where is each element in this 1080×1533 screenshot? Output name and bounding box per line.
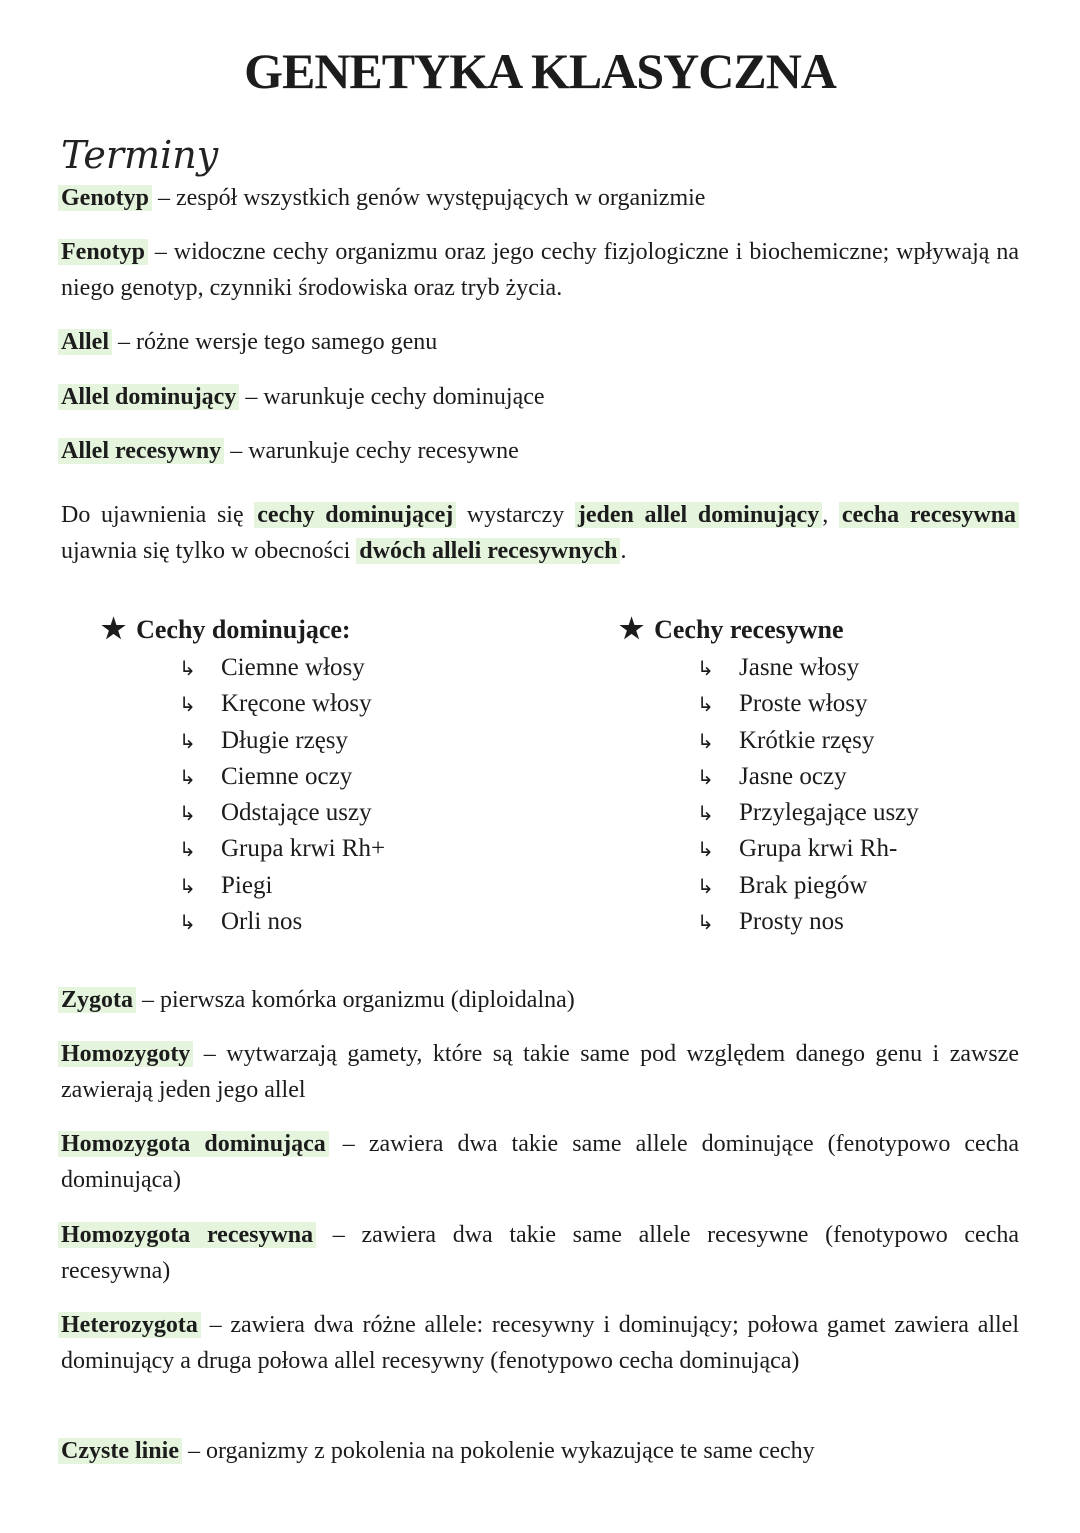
term-heterozygota <box>61 1307 1019 1379</box>
term-definition: – wytwarzają gamety, które są takie same pod względem danego genu i zawsze zawierają jeden jego allel <box>61 1041 1019 1103</box>
list-item <box>179 831 385 867</box>
arrow-down-right-icon: ↳ <box>697 764 714 789</box>
list-item <box>697 650 919 686</box>
arrow-down-right-icon: ↳ <box>179 728 196 753</box>
term-allel-recesywny <box>61 433 1019 469</box>
recessive-traits-list <box>619 612 919 940</box>
list-item-label: Przylegające uszy <box>739 799 919 827</box>
list-item-label: Brak piegów <box>739 871 868 899</box>
rule-highlight: dwóch alleli recesywnych <box>356 538 620 564</box>
term-homozygota-recesywna <box>61 1217 1019 1289</box>
arrow-down-right-icon: ↳ <box>179 873 196 898</box>
list-item-label: Kręcone włosy <box>221 690 372 718</box>
term-label: Homozygoty <box>58 1041 193 1067</box>
term-definition: – widoczne cechy organizmu oraz jego cechy fizjologiczne i biochemiczne; wpływają na niego genotyp, czynniki środowiska oraz tryb życia. <box>61 239 1019 301</box>
term-definition: – pierwsza komórka organizmu (diploidalna) <box>136 987 575 1013</box>
list-item-label: Prosty nos <box>739 908 844 936</box>
term-homozygoty <box>61 1036 1019 1108</box>
list-item <box>697 686 919 722</box>
term-definition: – zespół wszystkich genów występujących w organizmie <box>152 185 706 211</box>
term-label: Genotyp <box>58 185 152 211</box>
arrow-down-right-icon: ↳ <box>179 764 196 789</box>
term-label: Allel dominujący <box>58 384 239 410</box>
term-definition: – organizmy z pokolenia na pokolenie wykazujące te same cechy <box>181 1438 815 1464</box>
rule-text: wystarczy <box>456 502 575 528</box>
list-item <box>697 759 919 795</box>
arrow-down-right-icon: ↳ <box>697 910 714 935</box>
rule-text: ujawnia się tylko w obecności <box>61 538 357 564</box>
term-allel-dominujacy <box>61 379 1019 415</box>
list-item-label: Orli nos <box>221 908 303 936</box>
term-label: Allel recesywny <box>58 438 224 464</box>
rule-highlight: jeden allel dominujący <box>575 502 822 528</box>
arrow-down-right-icon: ↳ <box>697 873 714 898</box>
list-item-label: Ciemne oczy <box>221 762 353 790</box>
term-zygota <box>61 982 1019 1018</box>
list-item-label: Jasne oczy <box>739 762 847 790</box>
arrow-down-right-icon: ↳ <box>697 692 714 717</box>
term-label: Heterozygota <box>58 1312 201 1338</box>
star-icon: ★ <box>619 614 645 645</box>
list-heading: Cechy dominujące: <box>136 615 351 644</box>
list-item <box>697 723 919 759</box>
list-item <box>179 650 385 686</box>
list-item-label: Krótkie rzęsy <box>739 726 875 754</box>
section-subtitle: Terminy <box>61 133 219 177</box>
arrow-down-right-icon: ↳ <box>179 801 196 826</box>
arrow-down-right-icon: ↳ <box>179 656 196 680</box>
term-czyste-linie <box>61 1433 1019 1469</box>
list-item-label: Proste włosy <box>739 690 868 718</box>
arrow-down-right-icon: ↳ <box>697 837 714 862</box>
list-heading: Cechy recesywne <box>654 615 844 644</box>
term-genotyp <box>61 180 1019 216</box>
list-item-label: Grupa krwi Rh- <box>739 835 898 863</box>
term-definition: – warunkuje cechy dominujące <box>239 384 545 410</box>
list-item <box>179 795 385 831</box>
term-label: Allel <box>58 329 112 355</box>
arrow-down-right-icon: ↳ <box>179 692 196 717</box>
dominant-heading <box>101 612 385 648</box>
dominant-traits-list <box>101 612 385 940</box>
list-item <box>179 904 385 940</box>
term-homozygota-dominujaca <box>61 1126 1019 1198</box>
rule-text: . <box>620 538 627 564</box>
list-item-label: Długie rzęsy <box>221 726 349 754</box>
dominance-rule <box>61 497 1019 569</box>
term-label: Fenotyp <box>58 239 148 265</box>
list-item-label: Odstające uszy <box>221 799 372 827</box>
recessive-heading <box>619 612 919 648</box>
term-definition: – warunkuje cechy recesywne <box>224 438 519 464</box>
arrow-down-right-icon: ↳ <box>179 910 196 935</box>
list-item <box>697 904 919 940</box>
rule-highlight: cechy dominującej <box>254 502 456 528</box>
list-item <box>179 686 385 722</box>
term-definition: – zawiera dwa takie same allele recesywne (fenotypowo cecha recesywna) <box>61 1222 1019 1284</box>
list-item-label: Piegi <box>221 871 273 899</box>
arrow-down-right-icon: ↳ <box>697 656 714 680</box>
list-item <box>179 723 385 759</box>
term-label: Czyste linie <box>58 1438 182 1464</box>
rule-highlight: cecha recesywna <box>839 502 1019 528</box>
list-item-label: Ciemne włosy <box>221 654 365 681</box>
list-item <box>697 831 919 867</box>
list-item-label: Jasne włosy <box>739 654 860 681</box>
term-label: Homozygota recesywna <box>58 1222 316 1248</box>
term-definition: – zawiera dwa różne allele: recesywny i dominujący; połowa gamet zawiera allel dominujący a druga połowa allel recesywny (fenotypowo cecha dominująca) <box>61 1312 1019 1374</box>
term-label: Zygota <box>58 987 136 1013</box>
rule-text: , <box>822 502 839 528</box>
list-item <box>179 759 385 795</box>
list-item-label: Grupa krwi Rh+ <box>221 835 386 863</box>
arrow-down-right-icon: ↳ <box>179 837 196 862</box>
term-definition: – różne wersje tego samego genu <box>112 329 438 355</box>
term-definition: – zawiera dwa takie same allele dominujące (fenotypowo cecha dominująca) <box>61 1131 1019 1193</box>
page-title: GENETYKA KLASYCZNA <box>244 43 836 99</box>
star-icon: ★ <box>101 614 127 645</box>
arrow-down-right-icon: ↳ <box>697 728 714 753</box>
term-fenotyp <box>61 234 1019 306</box>
list-item <box>697 795 919 831</box>
term-allel <box>61 324 1019 360</box>
list-item <box>179 868 385 904</box>
rule-text: Do ujawnienia się <box>61 502 255 528</box>
arrow-down-right-icon: ↳ <box>697 801 714 826</box>
list-item <box>697 868 919 904</box>
term-label: Homozygota dominująca <box>58 1131 329 1157</box>
